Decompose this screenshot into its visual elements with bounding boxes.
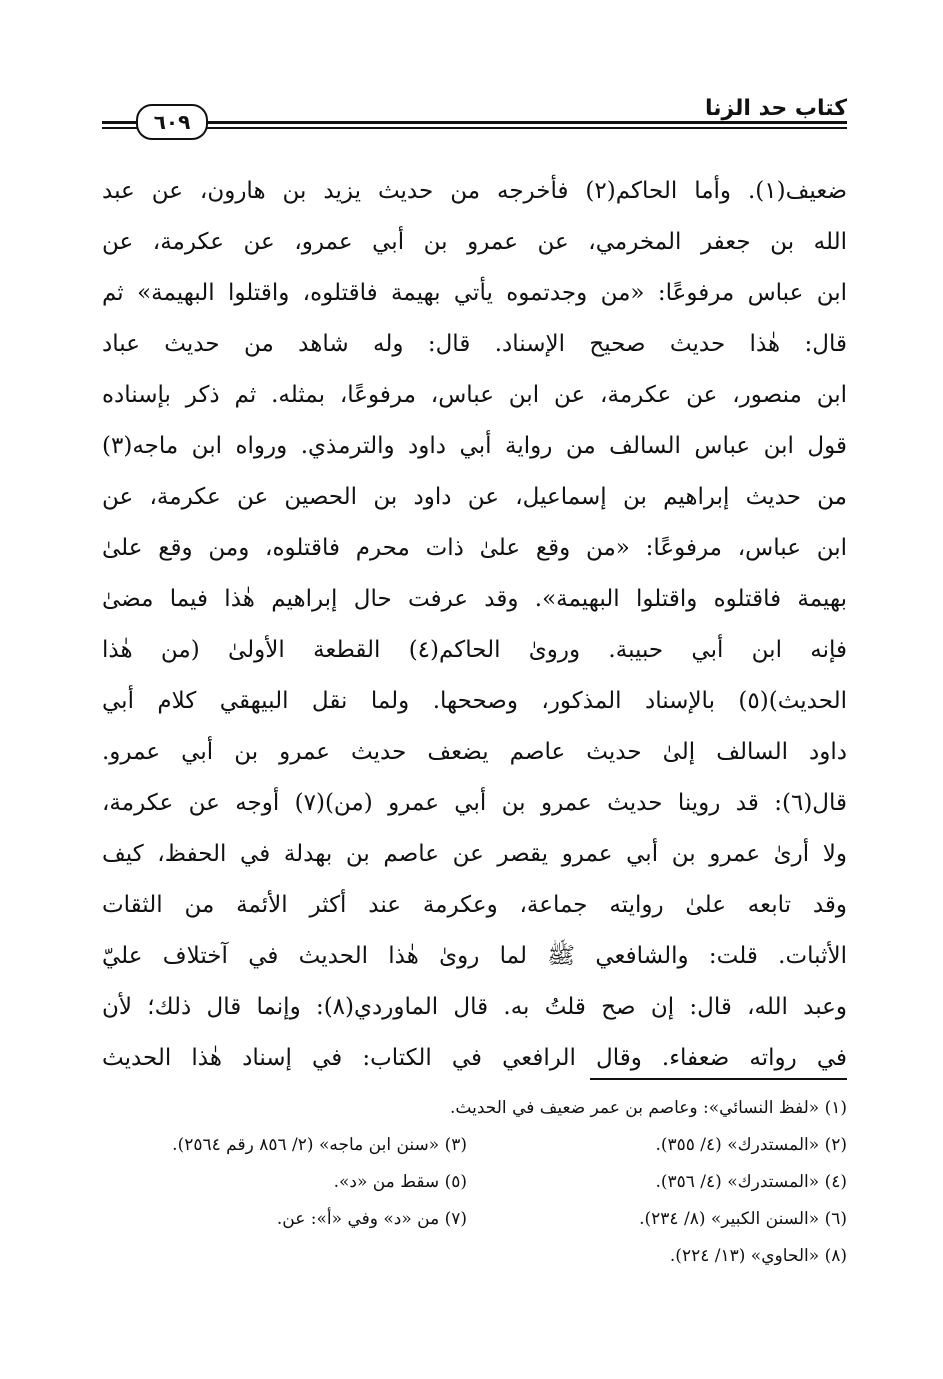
footnote-4: (٤) «المستدرك» (٤/ ٣٥٦). [655, 1172, 847, 1192]
footnotes [102, 1090, 847, 1275]
footnote-2: (٢) «المستدرك» (٤/ ٣٥٥). [655, 1135, 847, 1155]
main-text [102, 166, 847, 1084]
footnote-row [102, 1127, 847, 1164]
text-line: الحديث)(٥) بالإسناد المذكور، وصححها. ولما نقل البيهقي كلام أبي [102, 688, 847, 714]
footnote-7: (٧) من «د» وفي «أ»: عن. [276, 1209, 467, 1229]
text-line: وقد تابعه علىٰ روايته جماعة، وعكرمة عند أكثر الأئمة من الثقات [102, 892, 847, 918]
text-line: ضعيف(١). وأما الحاكم(٢) فأخرجه من حديث يزيد بن هارون، عن عبد [102, 178, 847, 204]
text-line: وعبد الله، قال: إن صح قلتُ به. قال الماوردي(٨): وإنما قال ذلك؛ لأن [102, 994, 847, 1020]
text-line: الأثبات. قلت: والشافعي ﷺ لما روىٰ هٰذا الحديث في آختلاف عليّ [102, 943, 847, 969]
text-line: ابن عباس، مرفوعًا: «من وقع علىٰ ذات محرم فاقتلوه، ومن وقع علىٰ [102, 535, 847, 561]
text-line: قال(٦): قد روينا حديث عمرو بن أبي عمرو (من)(٧) أوجه عن عكرمة، [102, 790, 847, 816]
text-line: داود السالف إلىٰ حديث عاصم يضعف حديث عمرو بن أبي عمرو. [102, 739, 847, 765]
text-line: ولا أرىٰ عمرو بن أبي عمرو يقصر عن عاصم بن بهدلة في الحفظ، كيف [102, 841, 847, 867]
text-line: من حديث إبراهيم بن إسماعيل، عن داود بن الحصين عن عكرمة، عن [102, 484, 847, 510]
text-line: ابن منصور، عن عكرمة، عن ابن عباس، مرفوعًا، بمثله. ثم ذكر بإسناده [102, 382, 847, 408]
footnote-row [102, 1201, 847, 1238]
footnote-6: (٦) «السنن الكبير» (٨/ ٢٣٤). [639, 1209, 847, 1229]
footnote-1: (١) «لفظ النسائي»: وعاصم بن عمر ضعيف في الحديث. [450, 1098, 847, 1118]
header-rule-top [102, 121, 847, 124]
footnote-separator [590, 1078, 847, 1080]
text-line: فإنه ابن أبي حبيبة. وروىٰ الحاكم(٤) القطعة الأولىٰ (من هٰذا [102, 637, 847, 663]
text-line: قال: هٰذا حديث صحيح الإسناد. قال: وله شاهد من حديث عباد [102, 331, 847, 357]
text-line: بهيمة فاقتلوه واقتلوا البهيمة». وقد عرفت حال إبراهيم هٰذا فيما مضىٰ [102, 586, 847, 612]
page-number: ٦٠٩ [136, 104, 208, 140]
footnote-row [102, 1238, 847, 1275]
footnote-3: (٣) «سنن ابن ماجه» (٢/ ٨٥٦ رقم ٢٥٦٤). [172, 1135, 467, 1155]
footnote-row [102, 1164, 847, 1201]
footnote-row [102, 1090, 847, 1127]
text-line: في رواته ضعفاء. وقال الرافعي في الكتاب: في إسناد هٰذا الحديث [102, 1045, 847, 1071]
header-rule-bottom [102, 127, 847, 129]
text-line: ابن عباس مرفوعًا: «من وجدتموه يأتي بهيمة فاقتلوه، واقتلوا البهيمة» ثم [102, 280, 847, 306]
text-line: قول ابن عباس السالف من رواية أبي داود والترمذي. ورواه ابن ماجه(٣) [102, 433, 847, 459]
chapter-title: كتاب حد الزنا [704, 96, 847, 121]
footnote-8: (٨) «الحاوي» (١٣/ ٢٢٤). [669, 1246, 847, 1266]
footnote-5: (٥) سقط من «د». [333, 1172, 467, 1192]
text-line: الله بن جعفر المخرمي، عن عمرو بن أبي عمرو، عن عكرمة، عن [102, 229, 847, 255]
page-header [102, 88, 847, 148]
